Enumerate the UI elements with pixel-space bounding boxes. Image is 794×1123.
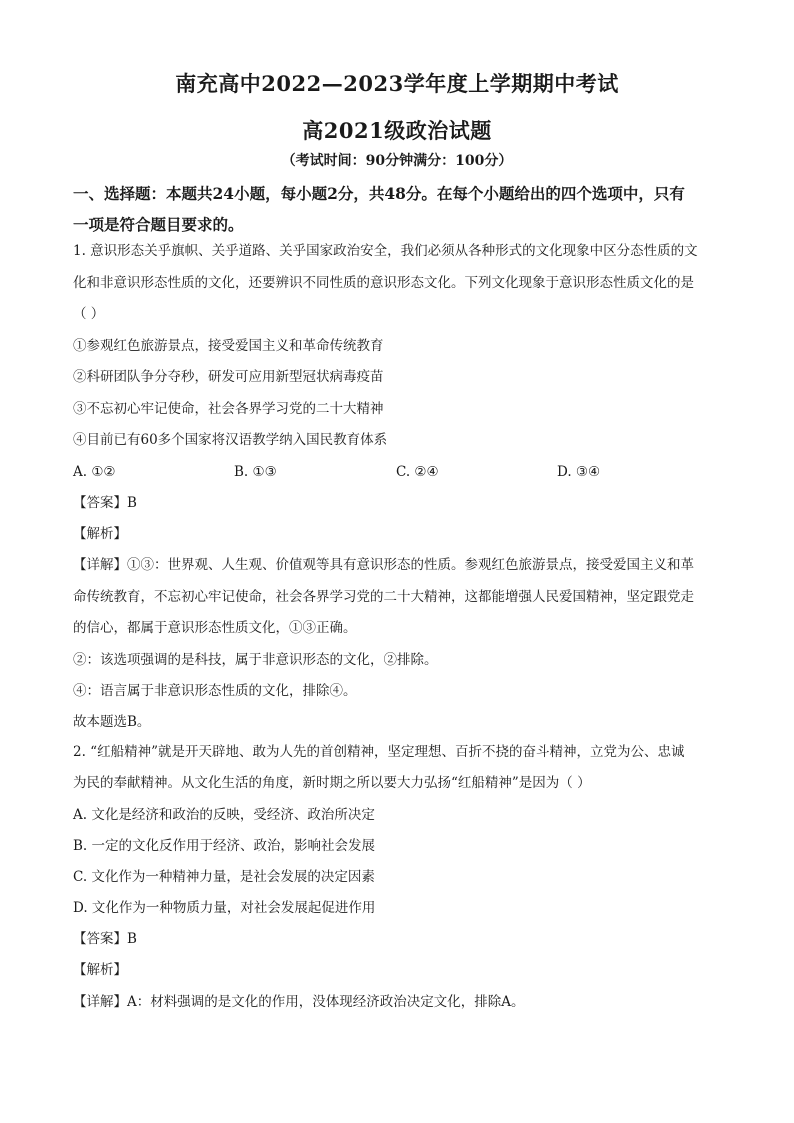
section-heading xyxy=(73,178,723,240)
q2-option-d: D. 文化作为一种物质力量，对社会发展起促进作用 xyxy=(73,900,376,916)
q1-detail-line1: 【详解】①③：世界观、人生观、价值观等具有意识形态的性质。参观红色旅游景点，接受爱国主义和革 xyxy=(73,557,694,573)
q2-stem-line2: 为民的奉献精神。从文化生活的角度，新时期之所以要大力弘扬“红船精神”是因为（ ） xyxy=(73,775,591,791)
q2-option-a: A. 文化是经济和政治的反映，受经济、政治所决定 xyxy=(73,807,375,823)
section-heading-line2: 一项是符合题目要求的。 xyxy=(73,215,244,234)
q2-detail-line1: 【详解】A：材料强调的是文化的作用，没体现经济政治决定文化，排除A。 xyxy=(73,994,525,1010)
q2-analysis-label: 【解析】 xyxy=(73,962,127,978)
q1-item-4: ④目前已有60多个国家将汉语教学纳入国民教育体系 xyxy=(73,432,388,448)
q1-detail-line4: ②：该选项强调的是科技，属于非意识形态的文化，②排除。 xyxy=(73,652,438,668)
q1-analysis-label: 【解析】 xyxy=(73,526,127,542)
q1-answer: 【答案】B xyxy=(73,495,137,511)
q1-detail-line6: 故本题选B。 xyxy=(73,714,151,730)
q2-option-b: B. 一定的文化反作用于经济、政治，影响社会发展 xyxy=(73,838,376,854)
q1-stem-line3: （ ） xyxy=(73,306,105,322)
q2-stem-line1: 2. “红船精神”就是开天辟地、敢为人先的首创精神，坚定理想、百折不挠的奋斗精神，立党为公、忠诚 xyxy=(73,744,685,760)
q2-option-c: C. 文化作为一种精神力量，是社会发展的决定因素 xyxy=(73,869,375,885)
exam-subtitle: 高2021级政治试题 xyxy=(302,118,492,143)
q1-option-c: C. ②④ xyxy=(396,464,439,480)
q1-item-2: ②科研团队争分夺秒，研发可应用新型冠状病毒疫苗 xyxy=(73,369,384,385)
q1-item-1: ①参观红色旅游景点，接受爱国主义和革命传统教育 xyxy=(73,338,384,354)
q1-option-b: B. ①③ xyxy=(234,464,277,480)
q1-option-a: A. ①② xyxy=(73,464,116,480)
exam-info: （考试时间：90分钟满分：100分） xyxy=(281,153,513,169)
q1-detail-line2: 命传统教育，不忘初心牢记使命，社会各界学习党的二十大精神，这都能增强人民爱国精神，坚定跟党走 xyxy=(73,589,694,605)
exam-title: 南充高中2022—2023学年度上学期期中考试 xyxy=(175,71,619,96)
q1-stem-line2: 化和非意识形态性质的文化，还要辨识不同性质的意识形态文化。下列文化现象于意识形态性质文化的是 xyxy=(73,275,694,291)
q2-answer: 【答案】B xyxy=(73,931,137,947)
q1-stem-line1: 1. 意识形态关乎旗帜、关乎道路、关乎国家政治安全，我们必须从各种形式的文化现象中区分态性质的文 xyxy=(73,243,698,259)
section-heading-line1: 一、选择题：本题共24小题，每小题2分，共48分。在每个小题给出的四个选项中，只有 xyxy=(73,184,685,203)
q1-detail-line3: 的信心，都属于意识形态性质文化，①③正确。 xyxy=(73,620,357,636)
q1-option-d: D. ③④ xyxy=(557,464,601,480)
q1-detail-line5: ④：语言属于非意识形态性质的文化，排除④。 xyxy=(73,683,357,699)
q1-item-3: ③不忘初心牢记使命，社会各界学习党的二十大精神 xyxy=(73,401,384,417)
